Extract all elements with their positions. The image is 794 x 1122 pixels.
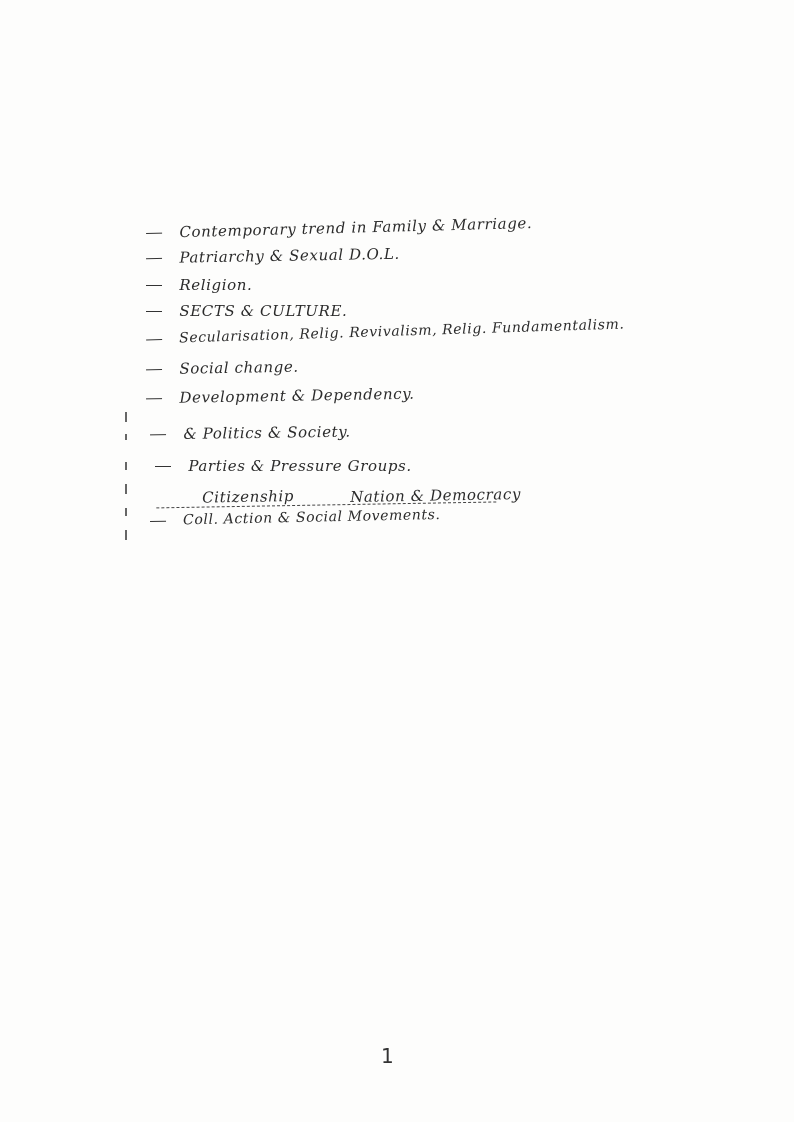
topic-line (146, 213, 533, 242)
bullet-dash (150, 520, 166, 521)
bullet-dash (146, 398, 162, 399)
topic-line (146, 301, 347, 320)
page-number: 1 (381, 1044, 394, 1068)
topic-text-right: Nation & Democracy (350, 485, 522, 507)
topic-line (146, 384, 415, 408)
bullet-dash (146, 285, 162, 286)
topic-line (146, 357, 299, 379)
topic-text: Coll. Action & Social Movements. (182, 506, 441, 529)
topic-text: Development & Dependency. (179, 384, 415, 407)
margin-scribble (125, 412, 133, 542)
topic-text: Parties & Pressure Groups. (188, 457, 412, 475)
topic-line (155, 456, 412, 475)
bullet-dash (146, 232, 162, 233)
topic-line-split (146, 484, 556, 507)
topic-line (146, 275, 252, 294)
topic-line (150, 422, 351, 444)
bullet-dash (146, 369, 162, 370)
topic-text: Contemporary trend in Family & Marriage. (179, 213, 533, 242)
topic-text: Social change. (179, 357, 299, 378)
topic-text: Patriarchy & Sexual D.O.L. (179, 244, 400, 267)
topic-text: Secularisation, Relig. Revivalism, Relig. Fundamentalism. (178, 316, 625, 347)
topic-text: Religion. (179, 276, 253, 294)
topic-line (150, 507, 441, 529)
bullet-dash (146, 311, 162, 312)
topic-text: & Politics & Society. (183, 422, 351, 443)
bullet-dash (146, 257, 162, 258)
topic-line (146, 316, 625, 347)
bullet-dash (146, 339, 162, 341)
bullet-dash (155, 466, 171, 467)
topic-text-left: Citizenship (201, 486, 295, 507)
topic-text: SECTS & CULTURE. (179, 302, 348, 320)
bullet-dash (150, 434, 166, 435)
topic-line (146, 244, 400, 267)
